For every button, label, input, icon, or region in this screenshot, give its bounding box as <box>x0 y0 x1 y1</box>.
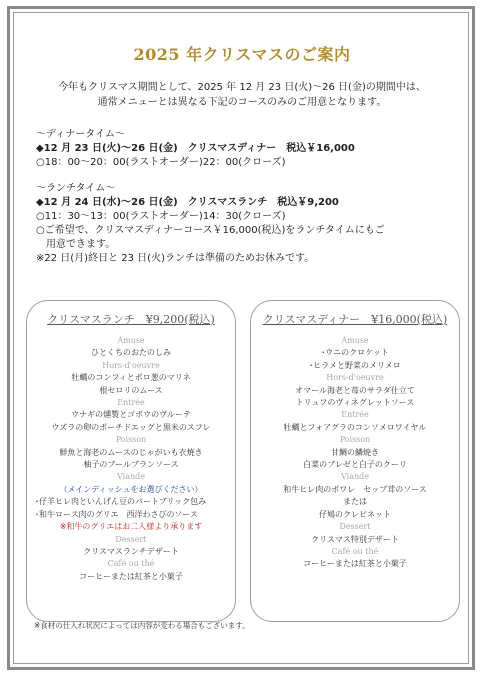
closure-note: ※22 日(月)終日と 23 日(火)ランチは準備のためお休みです。 <box>36 253 315 264</box>
dinner-heading: 〜ディナータイム〜 <box>36 129 125 140</box>
course-category: Entrée <box>341 410 369 420</box>
lunch-note-cont: 用意できます。 <box>46 239 116 250</box>
menu-item: 牡蠣のコンフィとポロ葱のマリネ <box>71 373 191 383</box>
menu-item: コーヒーまたは紅茶と小菓子 <box>79 571 183 581</box>
course-category: Hors-d'oeuvre <box>102 360 160 370</box>
dinner-menu-title: クリスマスディナー ¥16,000(税込) <box>262 313 448 326</box>
course-category: Viande <box>341 472 369 482</box>
menu-item: コーヒーまたは紅茶と小菓子 <box>303 559 407 569</box>
lunch-menu-title: クリスマスランチ ¥9,200(税込) <box>47 313 215 326</box>
menu-item: ･和牛ロース肉のグリエ 西洋わさびのソース <box>35 509 198 519</box>
menu-item: クリスマスランチデザート <box>83 546 179 556</box>
lunch-period: ◆12 月 24 日(水)〜26 日(金) クリスマスランチ 税込￥9,200 <box>36 197 339 208</box>
menu-item: トリュフのヴィネグレットソース <box>295 398 415 408</box>
lunch-menu-card <box>26 300 236 622</box>
menu-item: ※和牛のグリエはお二人様より承ります <box>59 522 203 532</box>
intro-text <box>16 80 468 110</box>
menu-item: 鮮魚と海老のムースのじゃがいも衣焼き <box>59 447 203 457</box>
course-category: Viande <box>117 472 145 482</box>
intro-line: 今年もクリスマス期間として、2025 年 12 月 23 日(火)〜26 日(金)の期間中は、 <box>58 82 426 93</box>
course-category: Entrée <box>117 398 145 408</box>
menu-item: 和牛ヒレ肉のポワレ セップ茸のソース <box>283 484 427 494</box>
course-category: Café ou thé <box>107 559 155 569</box>
intro-line: 通常メニューとは異なる下記のコースのみのご用意となります。 <box>97 97 387 108</box>
course-category: Café ou thé <box>331 546 379 556</box>
page-title: 2025 年クリスマスのご案内 <box>133 45 351 64</box>
course-category: Poisson <box>339 435 371 445</box>
course-category: Hors-d'oeuvre <box>326 373 384 383</box>
dinner-course-list <box>251 335 459 571</box>
menu-item: ･ヒラメと野菜のメリメロ <box>309 360 401 370</box>
menu-item: ･仔羊ヒレ肉といんげん豆のパートブリック包み <box>35 497 207 507</box>
menu-item: 仔鳩のクレピネット <box>319 509 391 519</box>
lunch-heading: 〜ランチタイム〜 <box>36 183 116 194</box>
menu-item: ひとくちのおたのしみ <box>91 348 171 358</box>
menu-item: 牡蠣とフォアグラのコンソメロワイヤル <box>283 422 427 432</box>
lunch-note: ○ご希望で、クリスマスディナーコース￥16,000(税込)をランチタイムにもご <box>36 225 385 236</box>
footnote: ※食材の仕入れ状況によっては内容が変わる場合もございます。 <box>34 621 250 630</box>
dinner-hours: ○18：00〜20：00(ラストオーダー)22：00(クローズ) <box>36 157 286 168</box>
menu-item: （メインディッシュをお選びください） <box>59 484 203 494</box>
course-category: Dessert <box>339 522 371 532</box>
dinner-period: ◆12 月 23 日(火)〜26 日(金) クリスマスディナー 税込￥16,000 <box>36 143 355 154</box>
dinner-time-info <box>36 128 456 170</box>
menu-item: または <box>343 497 367 507</box>
menu-item: オマール海老と苺のサラダ仕立て <box>295 385 415 395</box>
menu-item: 白菜のブレゼと白子のクーリ <box>303 460 407 470</box>
menu-item: ･ウニのクロケット <box>321 348 389 358</box>
lunch-hours: ○11：30〜13：00(ラストオーダー)14：30(クローズ) <box>36 211 286 222</box>
course-category: Dessert <box>115 534 147 544</box>
menu-item: ウズラの卵のポーチドエッグと黒米のスフレ <box>51 422 211 432</box>
menu-item: 甘鯛の鱗焼き <box>331 447 379 457</box>
dinner-menu-card <box>250 300 460 622</box>
lunch-time-info <box>36 182 456 266</box>
course-category: Amuse <box>341 336 369 345</box>
menu-item: クリスマス特別デザート <box>311 534 399 544</box>
course-category: Poisson <box>115 435 147 445</box>
lunch-course-list <box>27 335 235 583</box>
menu-item: ウナギの燻製とゴボウのヴルーテ <box>71 410 191 420</box>
course-category: Amuse <box>117 336 145 345</box>
menu-item: 根セロリのムース <box>99 385 163 395</box>
menu-item: 柚子のブールブランソース <box>83 460 179 470</box>
